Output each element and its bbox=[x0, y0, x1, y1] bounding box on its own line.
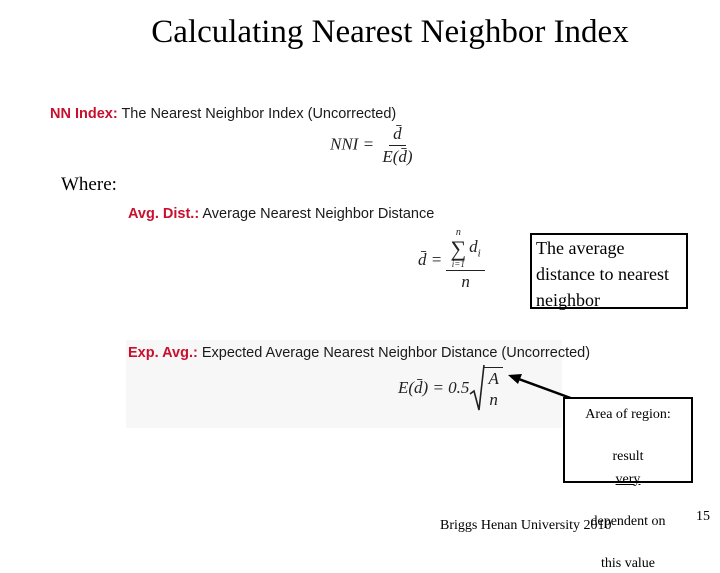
nn-index-label: NN Index: bbox=[50, 106, 118, 122]
nni-formula-lhs: NNI = bbox=[330, 134, 374, 153]
sum-term-var: d bbox=[469, 237, 478, 256]
nni-denominator: E(d̄) bbox=[378, 146, 416, 167]
avg-dist-label: Avg. Dist.: bbox=[128, 206, 199, 222]
nni-formula bbox=[330, 124, 417, 167]
page-number: 15 bbox=[696, 509, 710, 525]
sum-upper-limit: n bbox=[456, 228, 461, 238]
avg-dist-description: Average Nearest Neighbor Distance bbox=[199, 206, 434, 222]
avg-distance-callout-line-2: distance to nearest bbox=[532, 261, 686, 287]
avg-distance-callout bbox=[530, 233, 688, 309]
nni-numerator: d̄ bbox=[389, 124, 406, 146]
area-callout-line-2-pre: result bbox=[565, 444, 691, 467]
avg-dist-fraction bbox=[446, 228, 484, 292]
slide-title: Calculating Nearest Neighbor Index bbox=[0, 14, 720, 51]
nn-index-definition bbox=[50, 106, 396, 122]
slide-footer: Briggs Henan University 2010 bbox=[440, 518, 611, 534]
sum-term bbox=[469, 237, 481, 259]
area-callout-text bbox=[565, 399, 691, 573]
sum-symbol: ∑ bbox=[450, 238, 466, 260]
exp-avg-description: Expected Average Nearest Neighbor Distance (Uncorrected) bbox=[198, 345, 590, 361]
avg-dist-denominator: n bbox=[457, 271, 474, 292]
root-denominator: n bbox=[489, 390, 498, 410]
area-callout bbox=[563, 397, 693, 483]
nn-index-description: The Nearest Neighbor Index (Uncorrected) bbox=[118, 106, 397, 122]
sum-term-subscript: i bbox=[478, 248, 481, 260]
summation bbox=[450, 228, 466, 269]
root-numerator: A bbox=[484, 368, 502, 390]
avg-dist-formula bbox=[418, 228, 485, 292]
exp-avg-definition bbox=[128, 345, 590, 361]
exp-avg-label: Exp. Avg.: bbox=[128, 345, 198, 361]
avg-dist-definition bbox=[128, 206, 434, 222]
square-root-icon bbox=[469, 364, 485, 412]
nni-fraction bbox=[378, 124, 416, 167]
exp-avg-formula bbox=[398, 364, 503, 412]
avg-dist-numerator bbox=[446, 228, 484, 271]
sum-lower-limit: i=1 bbox=[452, 260, 465, 269]
area-callout-line-3: dependent on bbox=[565, 509, 691, 532]
avg-dist-formula-lhs: d̄ = bbox=[418, 250, 442, 269]
avg-distance-callout-line-1: The average bbox=[532, 235, 686, 261]
where-label: Where: bbox=[61, 174, 117, 196]
area-callout-line-4: this value bbox=[565, 551, 691, 573]
area-callout-emphasis: very bbox=[565, 467, 691, 490]
area-callout-line-1: Area of region: bbox=[565, 402, 691, 425]
exp-avg-formula-lhs: E(d̄) = 0.5 bbox=[398, 378, 469, 397]
avg-distance-callout-line-3: neighbor bbox=[532, 287, 686, 313]
